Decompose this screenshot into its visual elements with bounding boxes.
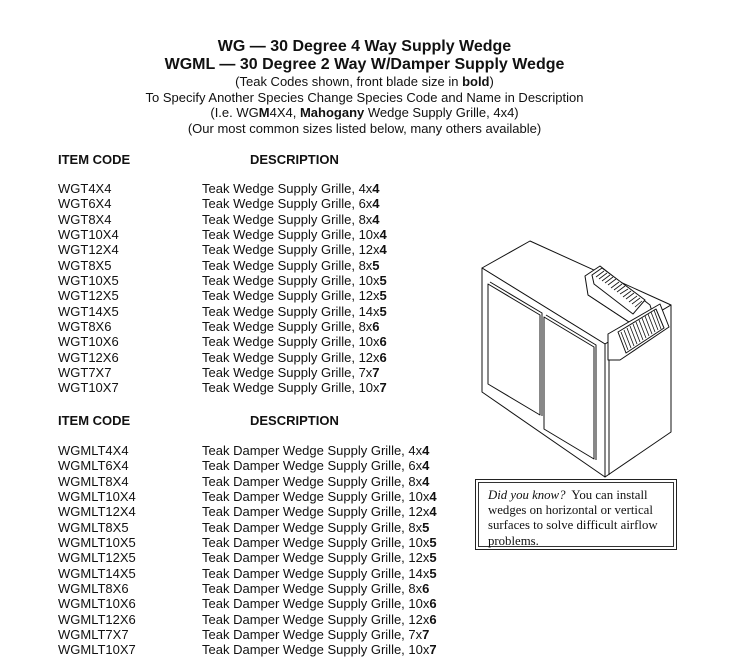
size-front-blade: 6 xyxy=(379,349,387,365)
description-text: Teak Wedge Supply Grille, xyxy=(202,319,359,335)
item-code: WGMLT10X7 xyxy=(58,642,136,658)
item-code: WGT10X6 xyxy=(58,334,119,350)
description-text: Teak Wedge Supply Grille, xyxy=(202,211,359,227)
size-front-blade: 6 xyxy=(422,581,430,597)
description-text: Teak Damper Wedge Supply Grille, xyxy=(202,550,409,566)
item-code: WGT8X5 xyxy=(58,257,112,273)
col-description: DESCRIPTION xyxy=(250,152,339,167)
item-code: WGT10X7 xyxy=(58,380,119,396)
size-width: 8x xyxy=(408,581,423,597)
item-description xyxy=(202,334,387,349)
table-header xyxy=(58,413,478,428)
item-code: WGMLT4X4 xyxy=(58,443,129,458)
note-text: ) xyxy=(489,74,494,89)
note-bold: bold xyxy=(462,74,490,89)
size-width: 12x xyxy=(358,242,380,258)
item-code: WGT12X4 xyxy=(58,242,119,258)
size-width: 4x xyxy=(408,443,423,458)
item-description xyxy=(202,504,437,519)
description-text: Teak Damper Wedge Supply Grille, xyxy=(202,581,409,597)
size-front-blade: 4 xyxy=(422,473,430,489)
description-text: Teak Damper Wedge Supply Grille, xyxy=(202,458,409,474)
item-code: WGT4X4 xyxy=(58,181,112,196)
size-width: 6x xyxy=(358,196,373,212)
size-width: 10x xyxy=(358,334,380,350)
size-width: 10x xyxy=(408,489,430,505)
size-front-blade: 4 xyxy=(372,196,380,212)
size-front-blade: 7 xyxy=(379,380,387,396)
note-bold: M xyxy=(258,105,270,120)
size-width: 8x xyxy=(358,319,373,335)
did-you-know-callout xyxy=(475,479,677,550)
size-front-blade: 4 xyxy=(422,443,430,458)
item-code: WGMLT8X6 xyxy=(58,581,129,597)
title-wgml: WGML — 30 Degree 2 Way W/Damper Supply Wedge xyxy=(164,56,565,73)
item-code: WGMLT8X4 xyxy=(58,473,129,489)
size-width: 12x xyxy=(408,611,430,627)
item-description xyxy=(202,458,429,473)
item-description xyxy=(202,550,437,565)
table-header xyxy=(58,152,478,167)
item-description xyxy=(202,350,387,365)
size-front-blade: 4 xyxy=(422,458,430,474)
item-code: WGT12X5 xyxy=(58,288,119,304)
size-front-blade: 7 xyxy=(422,627,430,643)
item-description xyxy=(202,319,380,334)
size-front-blade: 4 xyxy=(379,227,387,243)
note-text: (I.e. WG xyxy=(210,105,259,120)
page-header xyxy=(0,38,729,136)
description-text: Teak Damper Wedge Supply Grille, xyxy=(202,627,409,643)
size-front-blade: 6 xyxy=(429,596,437,612)
size-width: 10x xyxy=(358,380,380,396)
item-description xyxy=(202,380,387,395)
item-description xyxy=(202,227,387,242)
size-width: 7x xyxy=(358,365,373,381)
description-text: Teak Damper Wedge Supply Grille, xyxy=(202,473,409,489)
size-width: 8x xyxy=(358,257,373,273)
description-text: Teak Damper Wedge Supply Grille, xyxy=(202,611,409,627)
size-width: 7x xyxy=(408,627,423,643)
note-text: 4X4, xyxy=(269,105,300,120)
wgml-table xyxy=(58,413,478,658)
size-front-blade: 5 xyxy=(379,273,387,289)
item-code: WGT14X5 xyxy=(58,303,119,319)
description-text: Teak Wedge Supply Grille, xyxy=(202,257,359,273)
description-text: Teak Wedge Supply Grille, xyxy=(202,380,359,396)
item-code: WGT8X4 xyxy=(58,211,112,227)
note-teak-codes xyxy=(0,74,729,90)
item-code: WGT7X7 xyxy=(58,365,112,381)
item-description xyxy=(202,258,380,273)
size-front-blade: 6 xyxy=(372,319,380,335)
size-front-blade: 6 xyxy=(379,334,387,350)
description-text: Teak Damper Wedge Supply Grille, xyxy=(202,489,409,505)
size-width: 8x xyxy=(408,519,423,535)
item-code: WGT12X6 xyxy=(58,349,119,365)
item-description xyxy=(202,489,437,504)
item-description xyxy=(202,304,387,319)
size-width: 14x xyxy=(408,565,430,581)
size-width: 12x xyxy=(408,504,430,520)
item-code: WGMLT10X5 xyxy=(58,535,136,551)
description-text: Teak Wedge Supply Grille, xyxy=(202,242,359,258)
item-code: WGT8X6 xyxy=(58,319,112,335)
item-description xyxy=(202,288,387,303)
cabinet-illustration-icon xyxy=(470,232,710,482)
size-front-blade: 5 xyxy=(429,535,437,551)
description-text: Teak Damper Wedge Supply Grille, xyxy=(202,642,409,658)
description-text: Teak Wedge Supply Grille, xyxy=(202,334,359,350)
size-front-blade: 4 xyxy=(429,489,437,505)
size-width: 10x xyxy=(408,535,430,551)
size-width: 10x xyxy=(408,642,430,658)
size-width: 10x xyxy=(408,596,430,612)
description-text: Teak Wedge Supply Grille, xyxy=(202,303,359,319)
size-front-blade: 5 xyxy=(429,550,437,566)
item-description xyxy=(202,612,437,627)
description-text: Teak Damper Wedge Supply Grille, xyxy=(202,535,409,551)
note-species: To Specify Another Species Change Species Code and Name in Description xyxy=(145,89,584,105)
item-code: WGMLT10X6 xyxy=(58,596,136,612)
size-front-blade: 6 xyxy=(429,611,437,627)
size-front-blade: 4 xyxy=(372,181,380,196)
item-description xyxy=(202,273,387,288)
col-description: DESCRIPTION xyxy=(250,413,339,428)
note-common-sizes: (Our most common sizes listed below, many others available) xyxy=(187,120,542,136)
size-width: 14x xyxy=(358,303,380,319)
description-text: Teak Damper Wedge Supply Grille, xyxy=(202,519,409,535)
note-text: Wedge Supply Grille, 4x4) xyxy=(364,105,519,120)
wg-table xyxy=(58,152,478,396)
size-front-blade: 7 xyxy=(429,642,437,658)
size-width: 4x xyxy=(358,181,373,196)
size-front-blade: 4 xyxy=(379,242,387,258)
item-description xyxy=(202,181,380,196)
size-width: 12x xyxy=(358,349,380,365)
description-text: Teak Wedge Supply Grille, xyxy=(202,365,359,381)
item-code: WGMLT12X6 xyxy=(58,611,136,627)
item-code: WGMLT7X7 xyxy=(58,627,129,643)
item-description xyxy=(202,196,380,211)
title-wg: WG — 30 Degree 4 Way Supply Wedge xyxy=(217,38,512,55)
description-text: Teak Wedge Supply Grille, xyxy=(202,227,359,243)
item-code: WGMLT8X5 xyxy=(58,519,129,535)
item-code: WGMLT6X4 xyxy=(58,458,129,474)
note-example xyxy=(0,105,729,121)
description-text: Teak Damper Wedge Supply Grille, xyxy=(202,565,409,581)
tip-body: You can install wedges on horizontal or vertical surfaces to solve difficult airflow problems. xyxy=(488,488,661,548)
size-front-blade: 5 xyxy=(379,303,387,319)
size-front-blade: 5 xyxy=(379,288,387,304)
item-code: WGMLT12X5 xyxy=(58,550,136,566)
col-item-code: ITEM CODE xyxy=(58,152,131,167)
item-description xyxy=(202,627,429,642)
description-text: Teak Wedge Supply Grille, xyxy=(202,349,359,365)
item-description xyxy=(202,365,380,380)
description-text: Teak Wedge Supply Grille, xyxy=(202,181,359,196)
item-description xyxy=(202,566,437,581)
description-text: Teak Wedge Supply Grille, xyxy=(202,273,359,289)
size-width: 8x xyxy=(408,473,423,489)
size-width: 12x xyxy=(408,550,430,566)
size-front-blade: 7 xyxy=(372,365,380,381)
col-item-code: ITEM CODE xyxy=(58,413,131,428)
note-text: (Teak Codes shown, front blade size in xyxy=(235,74,463,89)
tip-text xyxy=(488,488,666,549)
item-description xyxy=(202,242,387,257)
item-code: WGT10X5 xyxy=(58,273,119,289)
item-description xyxy=(202,535,437,550)
item-description xyxy=(202,520,429,535)
item-code: WGMLT10X4 xyxy=(58,489,136,505)
tip-lead: Did you know? xyxy=(488,488,566,502)
size-width: 12x xyxy=(358,288,380,304)
description-text: Teak Wedge Supply Grille, xyxy=(202,288,359,304)
description-text: Teak Damper Wedge Supply Grille, xyxy=(202,596,409,612)
item-code: WGMLT12X4 xyxy=(58,504,136,520)
size-front-blade: 4 xyxy=(429,504,437,520)
size-width: 10x xyxy=(358,273,380,289)
description-text: Teak Damper Wedge Supply Grille, xyxy=(202,504,409,520)
item-code: WGMLT14X5 xyxy=(58,565,136,581)
item-description xyxy=(202,212,380,227)
item-description xyxy=(202,642,437,657)
item-description xyxy=(202,581,429,596)
item-description xyxy=(202,596,437,611)
size-front-blade: 5 xyxy=(372,257,380,273)
item-description xyxy=(202,474,429,489)
size-width: 10x xyxy=(358,227,380,243)
note-bold: Mahogany xyxy=(299,105,365,120)
size-width: 8x xyxy=(358,211,373,227)
item-description xyxy=(202,443,429,458)
size-front-blade: 5 xyxy=(429,565,437,581)
size-front-blade: 5 xyxy=(422,519,430,535)
description-text: Teak Damper Wedge Supply Grille, xyxy=(202,443,409,458)
size-front-blade: 4 xyxy=(372,211,380,227)
size-width: 6x xyxy=(408,458,423,474)
item-code: WGT6X4 xyxy=(58,196,112,212)
item-code: WGT10X4 xyxy=(58,227,119,243)
description-text: Teak Wedge Supply Grille, xyxy=(202,196,359,212)
